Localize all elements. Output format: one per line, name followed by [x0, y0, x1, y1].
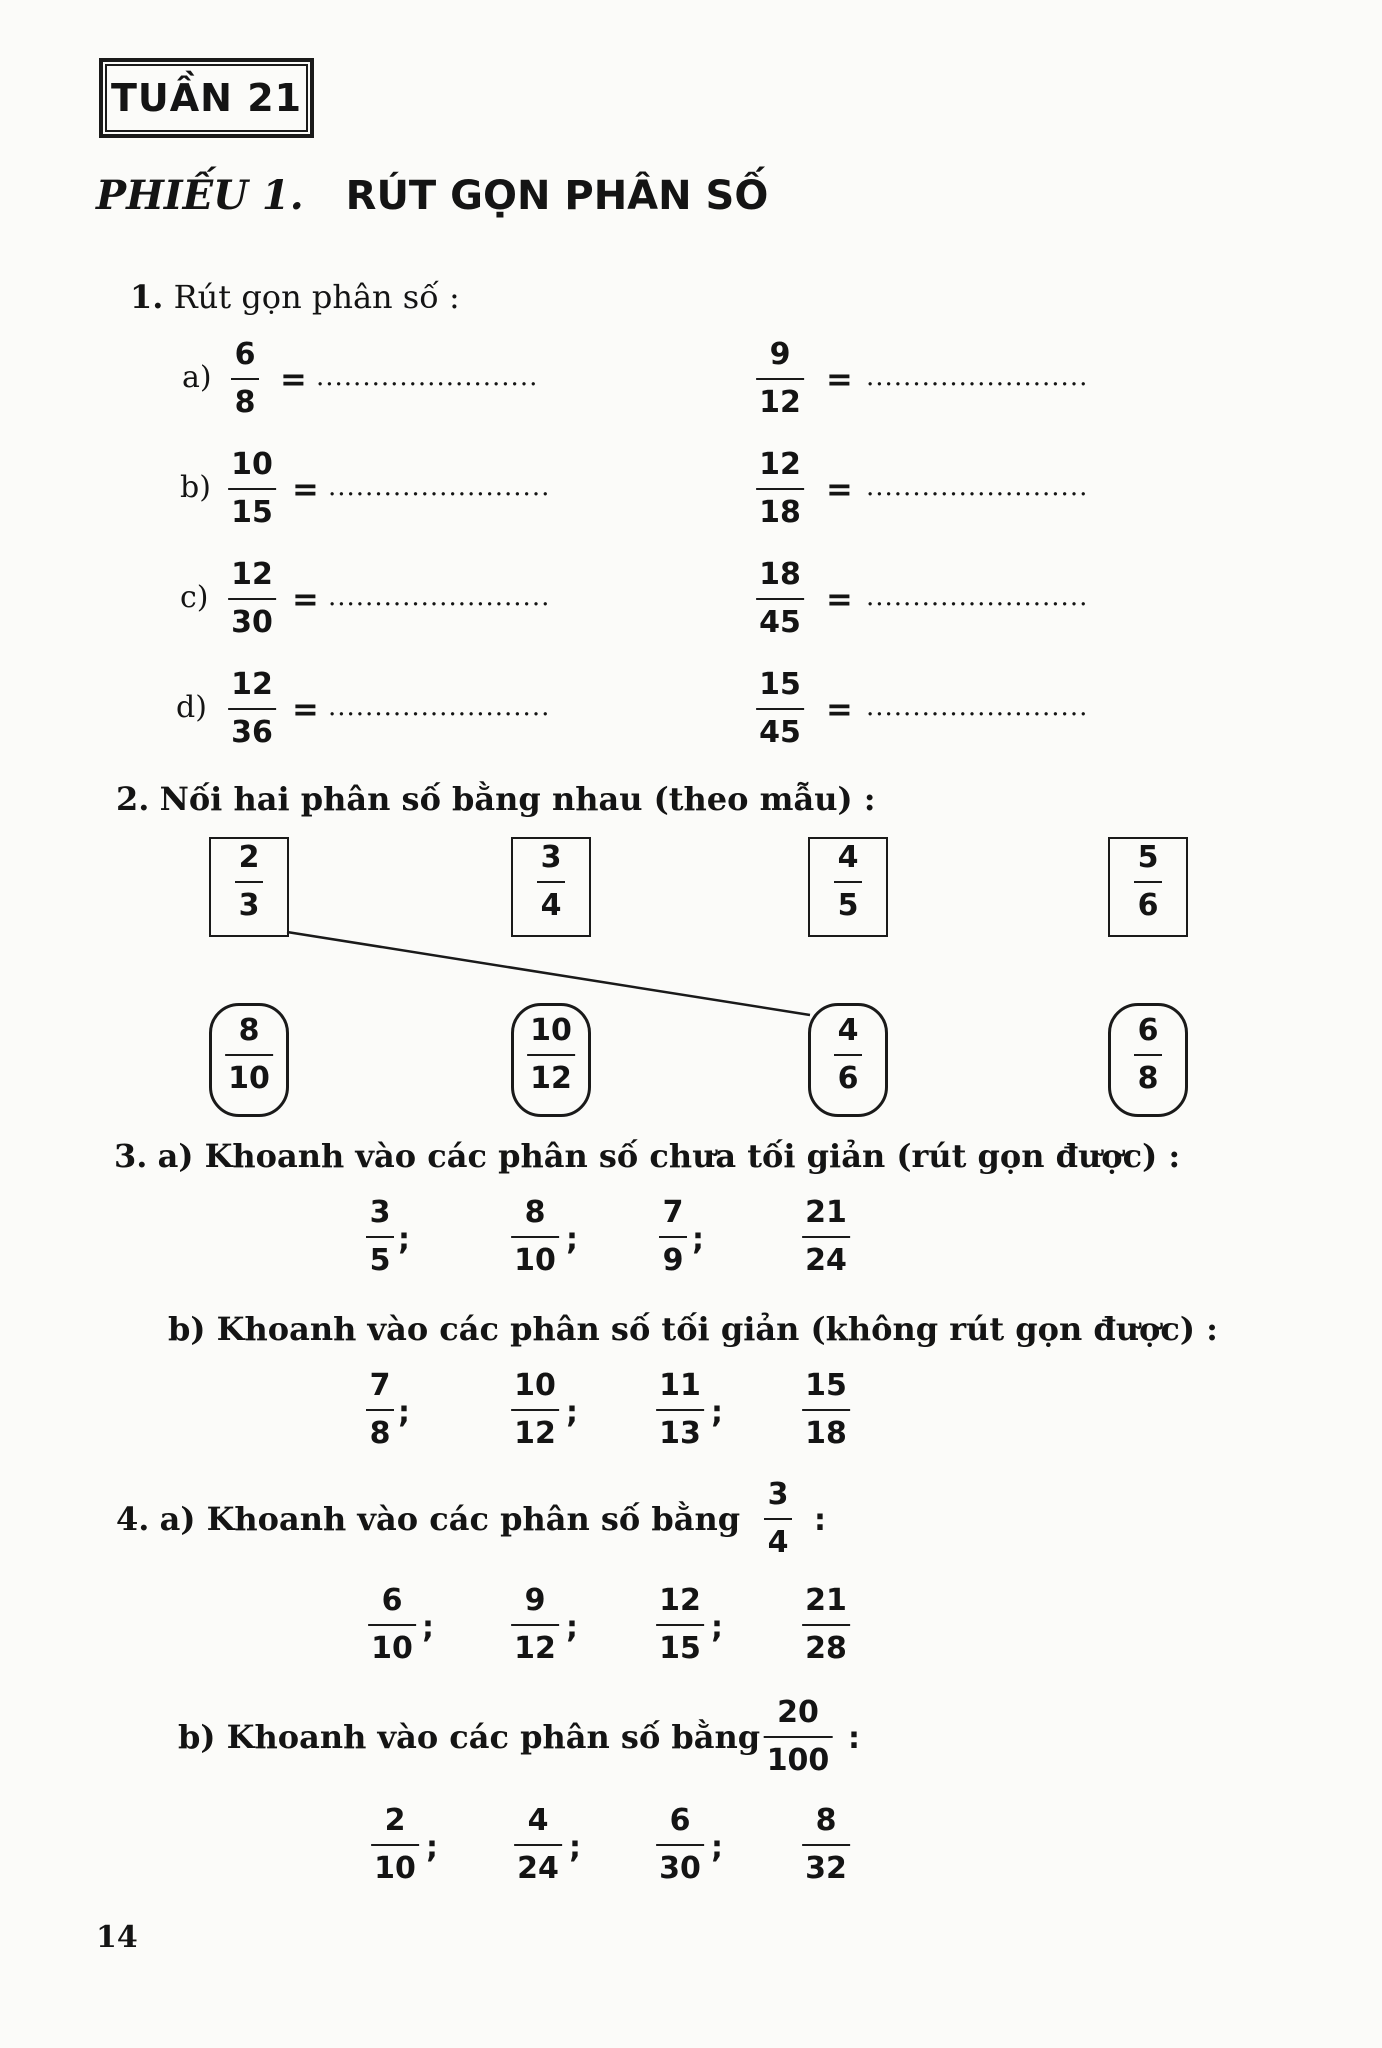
- ex4b-fraction-2[interactable]: 4 24: [514, 1803, 562, 1887]
- ex1-d-left-fraction: 12 36: [228, 667, 276, 751]
- ex3a-fraction-4[interactable]: 21 24: [802, 1195, 850, 1279]
- top-fraction-3: 4 5: [834, 840, 862, 924]
- semicolon: ;: [566, 1222, 578, 1257]
- ex3b-heading: [168, 1310, 1218, 1348]
- colon: :: [848, 1721, 860, 1756]
- equals-sign: =: [292, 690, 319, 728]
- semicolon: ;: [566, 1395, 578, 1430]
- week-label: TUẦN 21: [99, 58, 314, 138]
- ex1-label-b: b): [180, 470, 211, 505]
- ex3b-text: b) Khoanh vào các phân số tối giản (không rút gọn được) :: [168, 1310, 1218, 1348]
- bottom-fraction-1: 8 10: [225, 1013, 273, 1097]
- ex1-text: Rút gọn phân số :: [173, 278, 460, 316]
- ex1-label-d: d): [176, 690, 207, 725]
- ex4a-fraction-3[interactable]: 12 15: [656, 1583, 704, 1667]
- sheet-title-text: RÚT GỌN PHÂN SỐ: [345, 173, 769, 219]
- semicolon: ;: [692, 1222, 704, 1257]
- answer-blank[interactable]: ........................: [328, 472, 551, 502]
- ex1-a-left-fraction: 6 8: [231, 337, 259, 421]
- ex1-label-c: c): [180, 580, 209, 615]
- semicolon: ;: [711, 1830, 723, 1865]
- bottom-fraction-2: 10 12: [527, 1013, 575, 1097]
- ex1-b-right-fraction: 12 18: [756, 447, 804, 531]
- ex4b-fraction-1[interactable]: 2 10: [371, 1803, 419, 1887]
- semicolon: ;: [711, 1395, 723, 1430]
- ex4b-fraction-4[interactable]: 8 32: [802, 1803, 850, 1887]
- semicolon: ;: [422, 1610, 434, 1645]
- bottom-fraction-3: 4 6: [834, 1013, 862, 1097]
- top-fraction-4: 5 6: [1134, 840, 1162, 924]
- semicolon: ;: [711, 1610, 723, 1645]
- ex4a-text: a) Khoanh vào các phân số bằng: [159, 1500, 741, 1538]
- ex1-c-right-fraction: 18 45: [756, 557, 804, 641]
- semicolon: ;: [569, 1830, 581, 1865]
- ex1-number: 1.: [130, 278, 164, 316]
- answer-blank[interactable]: ........................: [866, 582, 1089, 612]
- answer-blank[interactable]: ........................: [328, 582, 551, 612]
- answer-blank[interactable]: ........................: [316, 362, 539, 392]
- equals-sign: =: [826, 690, 853, 728]
- ex1-b-left-fraction: 10 15: [228, 447, 276, 531]
- ex2-number: 2.: [116, 780, 150, 818]
- answer-blank[interactable]: ........................: [866, 692, 1089, 722]
- equals-sign: =: [292, 580, 319, 618]
- equals-sign: =: [826, 580, 853, 618]
- semicolon: ;: [426, 1830, 438, 1865]
- ex3a-text: a) Khoanh vào các phân số chưa tối giản (rút gọn được) :: [157, 1137, 1181, 1175]
- ex4a-fraction-2[interactable]: 9 12: [511, 1583, 559, 1667]
- ex4a-fraction-1[interactable]: 6 10: [368, 1583, 416, 1667]
- answer-blank[interactable]: ........................: [866, 362, 1089, 392]
- equals-sign: =: [826, 360, 853, 398]
- ex3-number: 3.: [114, 1137, 148, 1175]
- ex4b-heading: [178, 1718, 760, 1756]
- bottom-fraction-4: 6 8: [1134, 1013, 1162, 1097]
- colon: :: [814, 1503, 826, 1538]
- ex1-a-right-fraction: 9 12: [756, 337, 804, 421]
- ex4a-reference-fraction: 3 4: [764, 1477, 792, 1561]
- ex3a-fraction-2[interactable]: 8 10: [511, 1195, 559, 1279]
- ex2-text: Nối hai phân số bằng nhau (theo mẫu) :: [159, 780, 876, 818]
- ex1-d-right-fraction: 15 45: [756, 667, 804, 751]
- ex1-label-a: a): [182, 360, 212, 395]
- ex3b-fraction-3[interactable]: 11 13: [656, 1368, 704, 1452]
- ex4-number: 4.: [116, 1500, 150, 1538]
- semicolon: ;: [398, 1222, 410, 1257]
- top-fraction-1: 2 3: [235, 840, 263, 924]
- top-fraction-2: 3 4: [537, 840, 565, 924]
- page-number: 14: [96, 1920, 138, 1955]
- answer-blank[interactable]: ........................: [866, 472, 1089, 502]
- ex3b-fraction-2[interactable]: 10 12: [511, 1368, 559, 1452]
- answer-blank[interactable]: ........................: [328, 692, 551, 722]
- equals-sign: =: [826, 470, 853, 508]
- ex3a-heading: [114, 1137, 1180, 1175]
- ex4b-fraction-3[interactable]: 6 30: [656, 1803, 704, 1887]
- sheet-label: PHIẾU 1.: [96, 172, 304, 219]
- equals-sign: =: [280, 360, 307, 398]
- ex1-c-left-fraction: 12 30: [228, 557, 276, 641]
- equals-sign: =: [292, 470, 319, 508]
- ex3a-fraction-1[interactable]: 3 5: [366, 1195, 394, 1279]
- ex4b-text: b) Khoanh vào các phân số bằng: [178, 1718, 761, 1756]
- ex4b-reference-fraction: 20 100: [764, 1695, 833, 1779]
- ex3b-fraction-1[interactable]: 7 8: [366, 1368, 394, 1452]
- semicolon: ;: [398, 1395, 410, 1430]
- ex4a-heading: [116, 1500, 740, 1538]
- ex3a-fraction-3[interactable]: 7 9: [659, 1195, 687, 1279]
- semicolon: ;: [566, 1610, 578, 1645]
- ex4a-fraction-4[interactable]: 21 28: [802, 1583, 850, 1667]
- ex3b-fraction-4[interactable]: 15 18: [802, 1368, 850, 1452]
